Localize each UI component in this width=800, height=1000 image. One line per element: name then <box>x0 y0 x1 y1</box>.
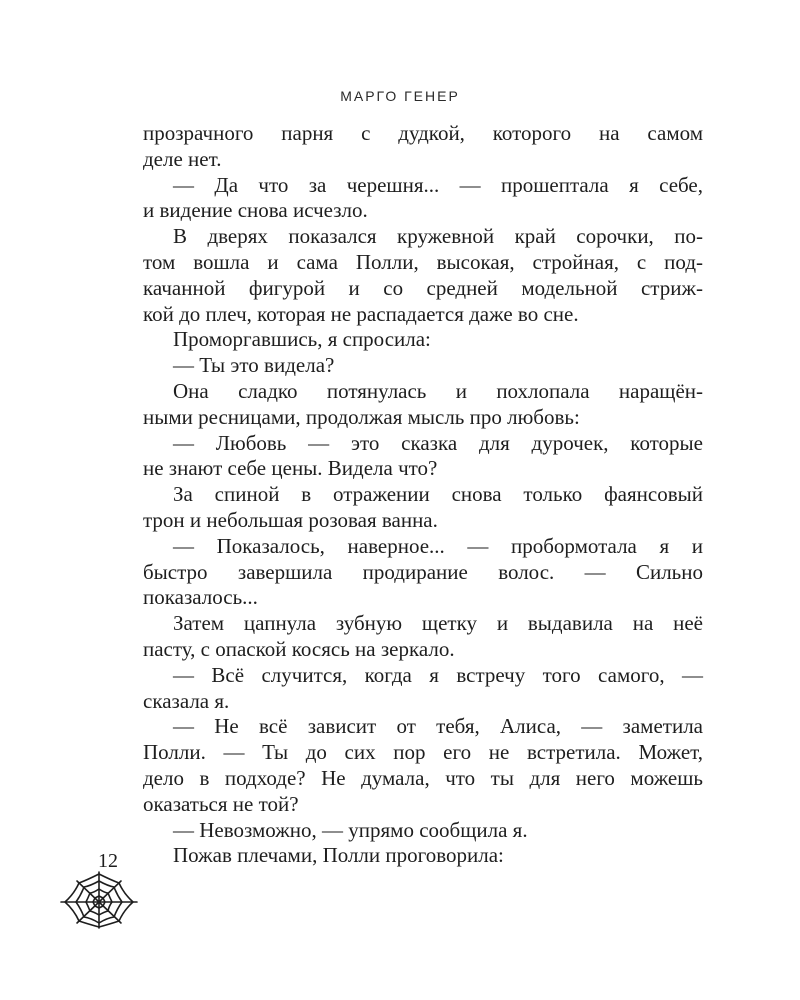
text-line: Затем цапнула зубную щетку и выдавила на неё <box>173 611 703 636</box>
running-head: МАРГО ГЕНЕР <box>340 88 460 104</box>
text-line: деле нет. <box>143 146 222 171</box>
text-line: том вошла и сама Полли, высокая, стройная, с под- <box>143 249 703 274</box>
text-line: показалось... <box>143 585 258 610</box>
text-line: сказала я. <box>143 688 230 713</box>
text-line: — Показалось, наверное... — пробормотала я и <box>173 533 703 558</box>
text-line: — Всё случится, когда я встречу того самого, — <box>173 662 703 687</box>
text-line: оказаться не той? <box>143 791 299 816</box>
text-line: ными ресницами, продолжая мысль про любовь: <box>143 404 580 429</box>
text-line: кой до плеч, которая не распадается даже во сне. <box>143 301 579 326</box>
text-line: пасту, с опаской косясь на зеркало. <box>143 636 455 661</box>
text-line: Она сладко потянулась и похлопала наращён- <box>173 378 703 403</box>
text-line: — Любовь — это сказка для дурочек, которые <box>173 430 703 455</box>
text-line: прозрачного парня с дудкой, которого на самом <box>143 121 703 145</box>
text-line: Пожав плечами, Полли проговорила: <box>173 843 504 868</box>
text-line: — Невозможно, — упрямо сообщила я. <box>173 817 528 842</box>
text-line: не знают себе цены. Видела что? <box>143 456 438 481</box>
text-line: За спиной в отражении снова только фаянсовый <box>173 482 703 507</box>
text-line: В дверях показался кружевной край сорочки, по- <box>173 224 703 249</box>
text-line: — Ты это видела? <box>173 353 335 378</box>
text-line: — Не всё зависит от тебя, Алиса, — заметила <box>173 714 703 739</box>
text-line: быстро завершила продирание волос. — Сильно <box>143 559 703 584</box>
text-line: Проморгавшись, я спросила: <box>173 327 431 352</box>
page-number: 12 <box>98 850 118 872</box>
text-line: трон и небольшая розовая ванна. <box>143 507 438 532</box>
text-line: — Да что за черешня... — прошептала я себе, <box>173 172 703 197</box>
spiderweb-icon <box>58 868 140 930</box>
text-line: и видение снова исчезло. <box>143 198 368 223</box>
text-line: качанной фигурой и со средней модельной стриж- <box>143 275 703 300</box>
text-line: дело в подходе? Не думала, что ты для него можешь <box>143 765 703 790</box>
text-line: Полли. — Ты до сих пор его не встретила. Может, <box>143 740 703 765</box>
body-text <box>143 121 703 869</box>
